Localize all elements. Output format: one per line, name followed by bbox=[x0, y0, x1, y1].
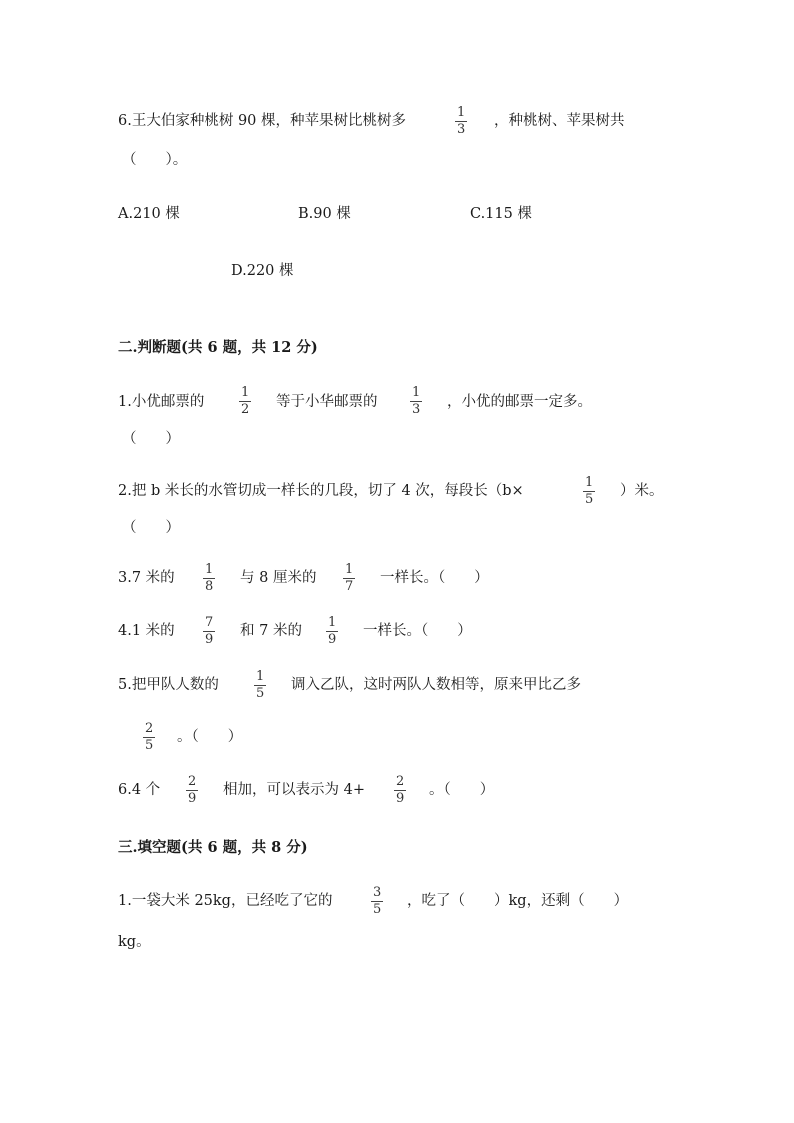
fraction-denominator: 9 bbox=[328, 632, 337, 647]
s2q4-fraction-1 bbox=[203, 616, 215, 647]
fraction-numerator: 1 bbox=[345, 562, 354, 577]
fraction-numerator: 1 bbox=[585, 475, 594, 490]
s2q5-text-a: 5.把甲队人数的 bbox=[118, 677, 219, 693]
section2-heading: 二.判断题(共 6 题，共 12 分) bbox=[118, 339, 318, 356]
s2q3-fraction-1 bbox=[203, 563, 215, 594]
s2q6-text-b: 相加，可以表示为 4+ bbox=[223, 782, 365, 798]
s2q3-text-c: 一样长。（ ） bbox=[380, 570, 489, 586]
s2q4-fraction-2 bbox=[326, 616, 338, 647]
s2q3-text-a: 3.7 米的 bbox=[118, 570, 175, 586]
fraction-denominator: 3 bbox=[412, 402, 421, 417]
option-d[interactable]: D.220 棵 bbox=[231, 263, 294, 279]
s2q6-fraction-2 bbox=[394, 775, 406, 806]
fraction-numerator: 1 bbox=[241, 385, 250, 400]
s2q6-text-a: 6.4 个 bbox=[118, 782, 161, 798]
fraction-denominator: 5 bbox=[585, 492, 594, 507]
fraction-denominator: 2 bbox=[241, 402, 250, 417]
fraction-numerator: 1 bbox=[328, 615, 337, 630]
fraction-numerator: 1 bbox=[205, 562, 214, 577]
q6-text-part2: ，种桃树、苹果树共 bbox=[494, 113, 625, 129]
s2q3-fraction-2 bbox=[343, 563, 355, 594]
fraction-denominator: 7 bbox=[345, 579, 354, 594]
fraction-numerator: 1 bbox=[256, 669, 265, 684]
s2q4-text-b: 和 7 米的 bbox=[240, 623, 302, 639]
s2q2-answer-blank: （ ） bbox=[122, 520, 180, 536]
fraction-denominator: 8 bbox=[205, 579, 214, 594]
q6-text-part1: 6.王大伯家种桃树 90 棵，种苹果树比桃树多 bbox=[118, 113, 407, 129]
fraction-denominator: 9 bbox=[188, 791, 197, 806]
s2q1-text-b: 等于小华邮票的 bbox=[276, 394, 378, 410]
fraction-numerator: 2 bbox=[188, 774, 197, 789]
s2q2-fraction-1 bbox=[583, 476, 595, 507]
s2q6-text-c: 。（ ） bbox=[429, 782, 495, 798]
fraction-denominator: 5 bbox=[145, 738, 154, 753]
fraction-denominator: 3 bbox=[457, 122, 466, 137]
section3-heading: 三.填空题(共 6 题，共 8 分) bbox=[118, 839, 308, 856]
s2q5-text-b: 调入乙队，这时两队人数相等，原来甲比乙多 bbox=[291, 677, 581, 693]
fraction-numerator: 2 bbox=[396, 774, 405, 789]
option-b[interactable]: B.90 棵 bbox=[298, 206, 351, 222]
fraction-denominator: 5 bbox=[256, 686, 265, 701]
s2q2-text-a: 2.把 b 米长的水管切成一样长的几段，切了 4 次，每段长（b× bbox=[118, 483, 524, 499]
option-a[interactable]: A.210 棵 bbox=[118, 206, 180, 222]
s2q6-fraction-1 bbox=[186, 775, 198, 806]
option-c[interactable]: C.115 棵 bbox=[470, 206, 532, 222]
s2q4-text-a: 4.1 米的 bbox=[118, 623, 175, 639]
fraction-denominator: 9 bbox=[396, 791, 405, 806]
s3q1-fraction-1 bbox=[371, 886, 383, 917]
s2q5-fraction-2 bbox=[143, 722, 155, 753]
s3q1-text-line2: kg。 bbox=[118, 934, 151, 950]
fraction-numerator: 7 bbox=[205, 615, 214, 630]
fraction-denominator: 9 bbox=[205, 632, 214, 647]
s2q1-fraction-1 bbox=[239, 386, 251, 417]
fraction-numerator: 3 bbox=[373, 885, 382, 900]
fraction-numerator: 1 bbox=[457, 105, 466, 120]
s3q1-text-a: 1.一袋大米 25kg，已经吃了它的 bbox=[118, 893, 333, 909]
s2q5-fraction-1 bbox=[254, 670, 266, 701]
s2q1-text-a: 1.小优邮票的 bbox=[118, 394, 205, 410]
s2q2-text-b: ）米。 bbox=[620, 483, 664, 499]
q6-fraction bbox=[455, 106, 467, 137]
s2q4-text-c: 一样长。（ ） bbox=[363, 623, 472, 639]
s2q1-answer-blank: （ ） bbox=[122, 431, 180, 447]
s2q1-fraction-2 bbox=[410, 386, 422, 417]
s2q5-text-c: 。（ ） bbox=[177, 729, 243, 745]
fraction-numerator: 2 bbox=[145, 721, 154, 736]
fraction-denominator: 5 bbox=[373, 902, 382, 917]
q6-answer-blank: （ ）。 bbox=[122, 152, 188, 168]
s2q3-text-b: 与 8 厘米的 bbox=[240, 570, 317, 586]
fraction-numerator: 1 bbox=[412, 385, 421, 400]
s3q1-text-b: ，吃了（ ）kg，还剩（ ） bbox=[407, 893, 629, 909]
s2q1-text-c: ，小优的邮票一定多。 bbox=[447, 394, 592, 410]
